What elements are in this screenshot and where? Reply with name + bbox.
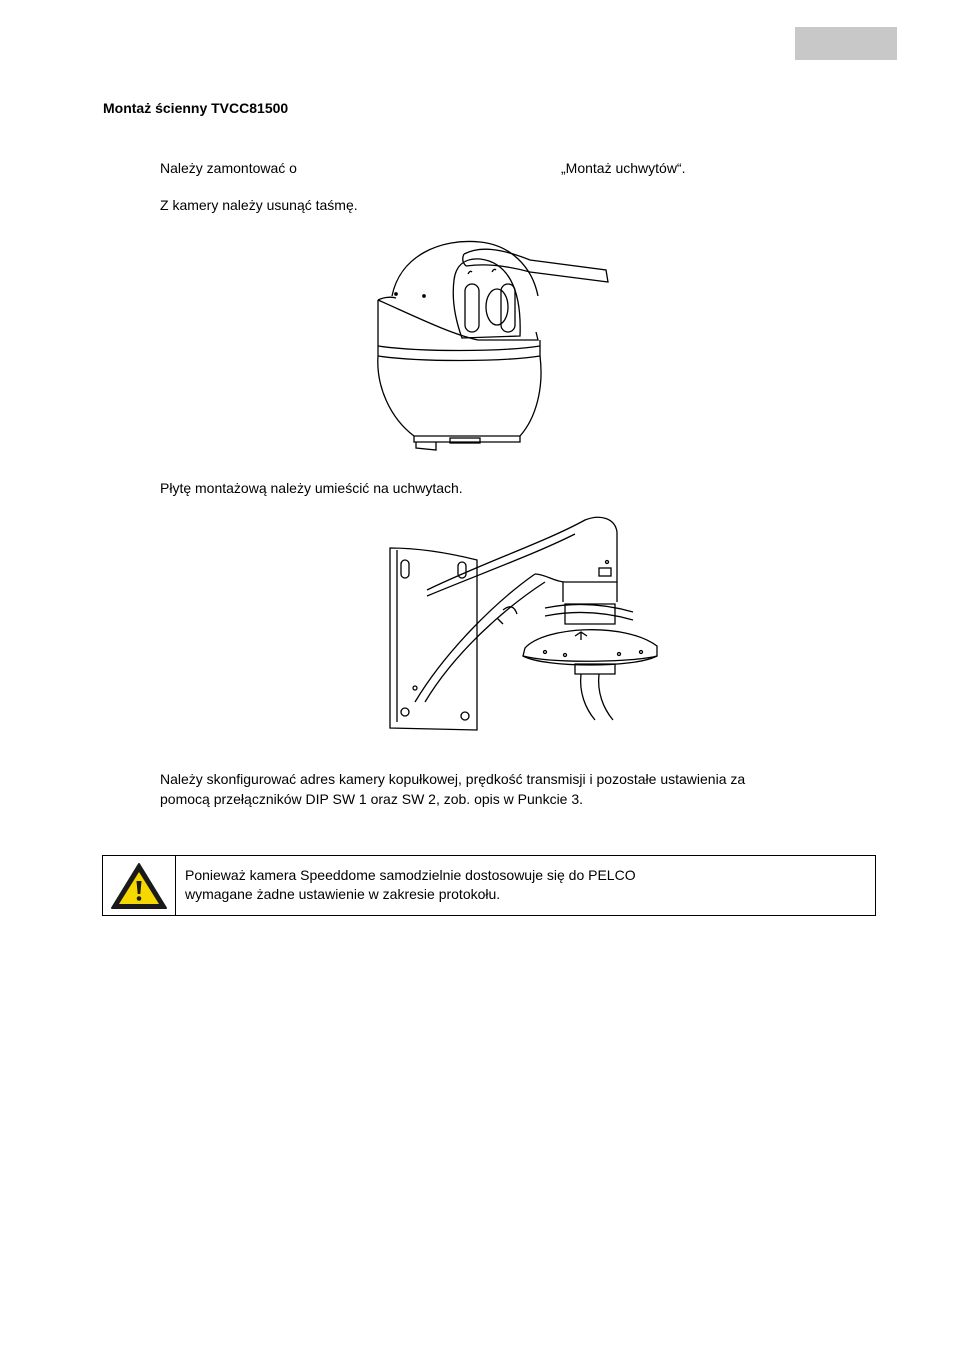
step-mount-brackets-start: Należy zamontować o (160, 160, 297, 176)
warning-triangle-icon (109, 861, 169, 911)
step-mount-brackets-end: „Montaż uchwytów“. (561, 160, 686, 176)
warning-text-line2: wymagane żadne ustawienie w zakresie protokołu. (185, 886, 501, 902)
wall-bracket-illustration (385, 512, 665, 734)
warning-box (102, 855, 876, 916)
speed-dome-camera-illustration (370, 236, 615, 454)
step-place-mounting-plate: Płytę montażową należy umieścić na uchwytach. (160, 480, 463, 496)
warning-icon-cell (103, 856, 176, 915)
step-configure-dip-line2: pomocą przełączników DIP SW 1 oraz SW 2, zob. opis w Punkcie 3. (160, 791, 584, 807)
step-remove-tape: Z kamery należy usunąć taśmę. (160, 197, 358, 213)
step-configure-dip-line1: Należy skonfigurować adres kamery kopułkowej, prędkość transmisji i pozostałe ustawienia za (160, 771, 746, 787)
warning-text (185, 866, 636, 904)
warning-text-line1: Ponieważ kamera Speeddome samodzielnie dostosowuje się do PELCO (185, 867, 636, 883)
language-tab (795, 27, 897, 60)
section-heading: Montaż ścienny TVCC81500 (103, 100, 289, 116)
